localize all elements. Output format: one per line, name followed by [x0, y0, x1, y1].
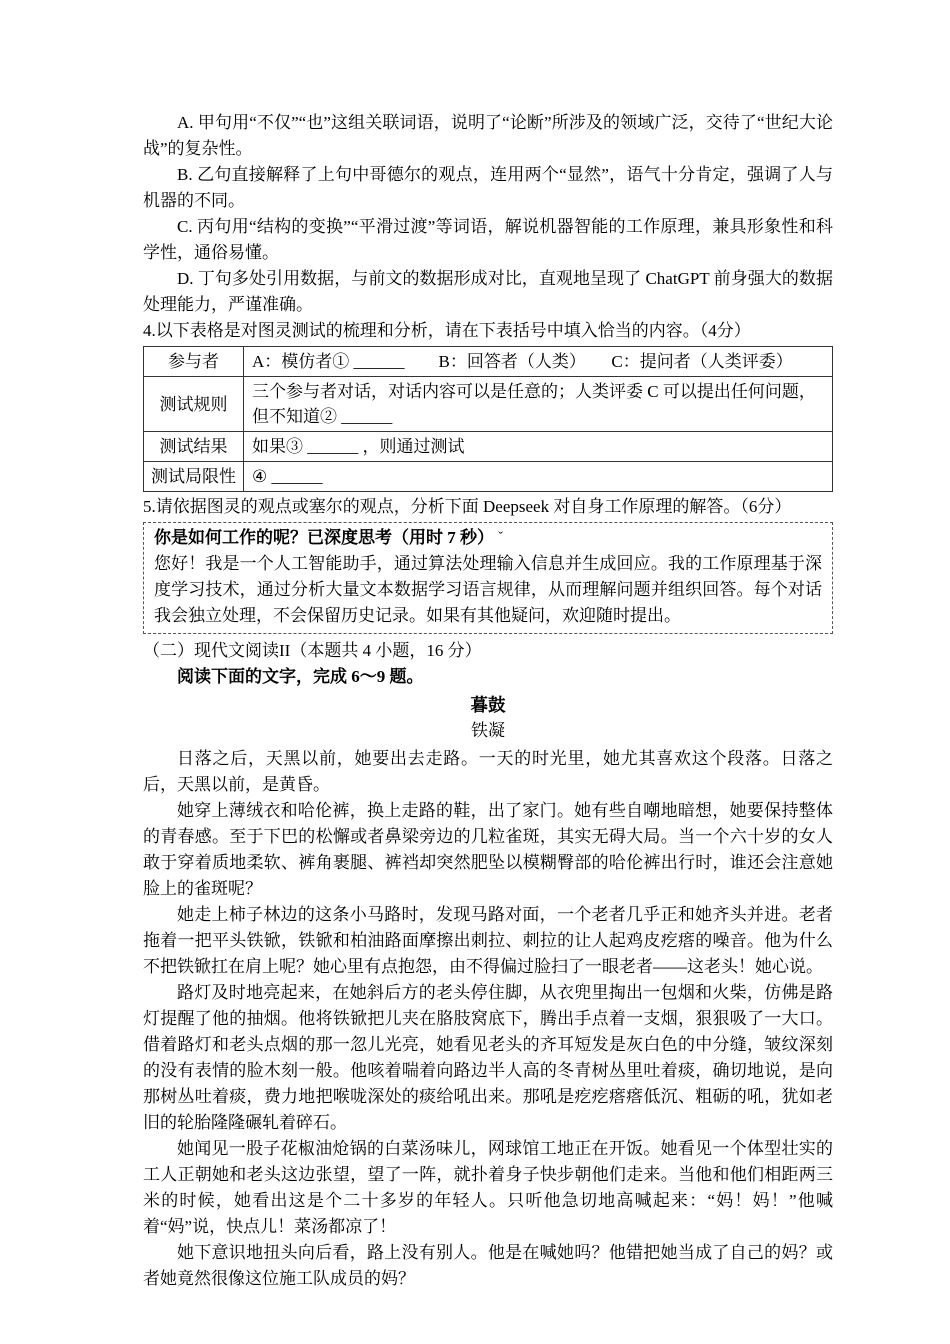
turing-test-table [143, 346, 833, 492]
deepseek-answer-box [143, 522, 833, 634]
option-b: B. 乙句直接解释了上句中哥德尔的观点，连用两个“显然”，语气十分肯定，强调了人与机器的不同。 [143, 165, 833, 210]
passage-paragraph-2: 她穿上薄绒衣和哈伦裤，换上走路的鞋，出了家门。她有些自嘲地暗想，她要保持整体的青春感。至于下巴的松懈或者鼻梁旁边的几粒雀斑，其实无碍大局。当一个六十岁的女人敢于穿着质地柔软、裤角裹腿、裤裆却突然肥坠以模糊臀部的哈伦裤出行时，谁还会注意她脸上的雀斑呢？ [143, 801, 833, 898]
row-label-limitation: 测试局限性 [144, 462, 244, 492]
question-5: 5.请依据图灵的观点或塞尔的观点，分析下面 Deepseek 对自身工作原理的解答。（6分） [143, 497, 792, 516]
passage-paragraph-5: 她闻见一股子花椒油炝锅的白菜汤味儿，网球馆工地正在开饭。她看见一个体型壮实的工人正朝她和老头这边张望，望了一阵，就扑着身子快步朝他们走来。当他和他们相距两三米的时候，她看出这是个二十多岁的年轻人。只听他急切地高喊起来：“妈！妈！”他喊着“妈”说，快点儿！菜汤都凉了！ [143, 1139, 833, 1236]
reading-instruction: 阅读下面的文字，完成 6～9 题。 [177, 667, 424, 686]
row-label-participants: 参与者 [144, 347, 244, 377]
table-row-participants [144, 347, 833, 377]
option-d: D. 丁句多处引用数据，与前文的数据形成对比，直观地呈现了 ChatGPT 前身强大的数据处理能力，严谨准确。 [143, 269, 833, 314]
option-a: A. 甲句用“不仅”“也”这组关联词语，说明了“论断”所涉及的领域广泛，交待了“世纪大论战”的复杂性。 [143, 113, 833, 158]
table-row-limitation [144, 462, 833, 492]
row-content-result: 如果③ ______ ，则通过测试 [244, 432, 833, 462]
passage-title: 暮鼓 [470, 695, 506, 715]
row-content-limitation: ④ ______ [244, 462, 833, 492]
passage-paragraph-6: 她下意识地扭头向后看，路上没有别人。他是在喊她吗？他错把她当成了自己的妈？或者她竟然很像这位施工队成员的妈？ [143, 1243, 833, 1288]
table-row-result [144, 432, 833, 462]
option-c: C. 丙句用“结构的变换”“平滑过渡”等词语，解说机器智能的工作原理，兼具形象性和科学性，通俗易懂。 [143, 217, 833, 262]
deepseek-question-text: 你是如何工作的呢？已深度思考（用时 7 秒） [154, 528, 494, 547]
passage-paragraph-3: 她走上柿子林边的这条小马路时，发现马路对面，一个老者几乎正和她齐头并进。老者拖着一把平头铁锨，铁锨和柏油路面摩擦出刺拉、刺拉的让人起鸡皮疙瘩的噪音。他为什么不把铁锨扛在肩上呢？她心里有点抱怨，由不得偏过脸扫了一眼老者——这老头！她心说。 [143, 905, 833, 976]
row-label-rules: 测试规则 [144, 377, 244, 432]
table-row-rules [144, 377, 833, 432]
chevron-down-icon: ˇ [498, 530, 503, 545]
deepseek-question-line [154, 525, 822, 551]
passage-paragraph-4: 路灯及时地亮起来，在她斜后方的老头停住脚，从衣兜里掏出一包烟和火柴，仿佛是路灯提醒了他的抽烟。他将铁锨把儿夹在胳肢窝底下，腾出手点着一支烟，狠狠吸了一大口。借着路灯和老头点烟的那一忽儿光亮，她看见老头的齐耳短发是灰白色的中分缝，皱纹深刻的没有表情的脸木刻一般。他咳着喘着向路边半人高的冬青树丛里吐着痰，确切地说，是向那树丛吐着痰，费力地把喉咙深处的痰给吼出来。那吼是疙疙瘩瘩低沉、粗砺的吼，犹如老旧的轮胎隆隆碾轧着碎石。 [143, 983, 833, 1132]
row-content-participants: A：模仿者① ______ B：回答者（人类） C：提问者（人类评委） [244, 347, 833, 377]
section-2-heading: （二）现代文阅读II（本题共 4 小题，16 分） [143, 641, 482, 660]
row-label-result: 测试结果 [144, 432, 244, 462]
passage-paragraph-1: 日落之后，天黑以前，她要出去走路。一天的时光里，她尤其喜欢这个段落。日落之后，天黑以前，是黄昏。 [143, 749, 833, 794]
deepseek-answer-text: 您好！我是一个人工智能助手，通过算法处理输入信息并生成回应。我的工作原理基于深度学习技术，通过分析大量文本数据学习语言规律，从而理解问题并组织回答。每个对话我会独立处理，不会保留历史记录。如果有其他疑问，欢迎随时提出。 [154, 554, 822, 625]
passage-author: 铁凝 [471, 721, 505, 740]
row-content-rules: 三个参与者对话，对话内容可以是任意的；人类评委 C 可以提出任何问题，但不知道② ______ [244, 377, 833, 432]
question-4: 4.以下表格是对图灵测试的梳理和分析，请在下表括号中填入恰当的内容。（4分） [143, 321, 751, 340]
